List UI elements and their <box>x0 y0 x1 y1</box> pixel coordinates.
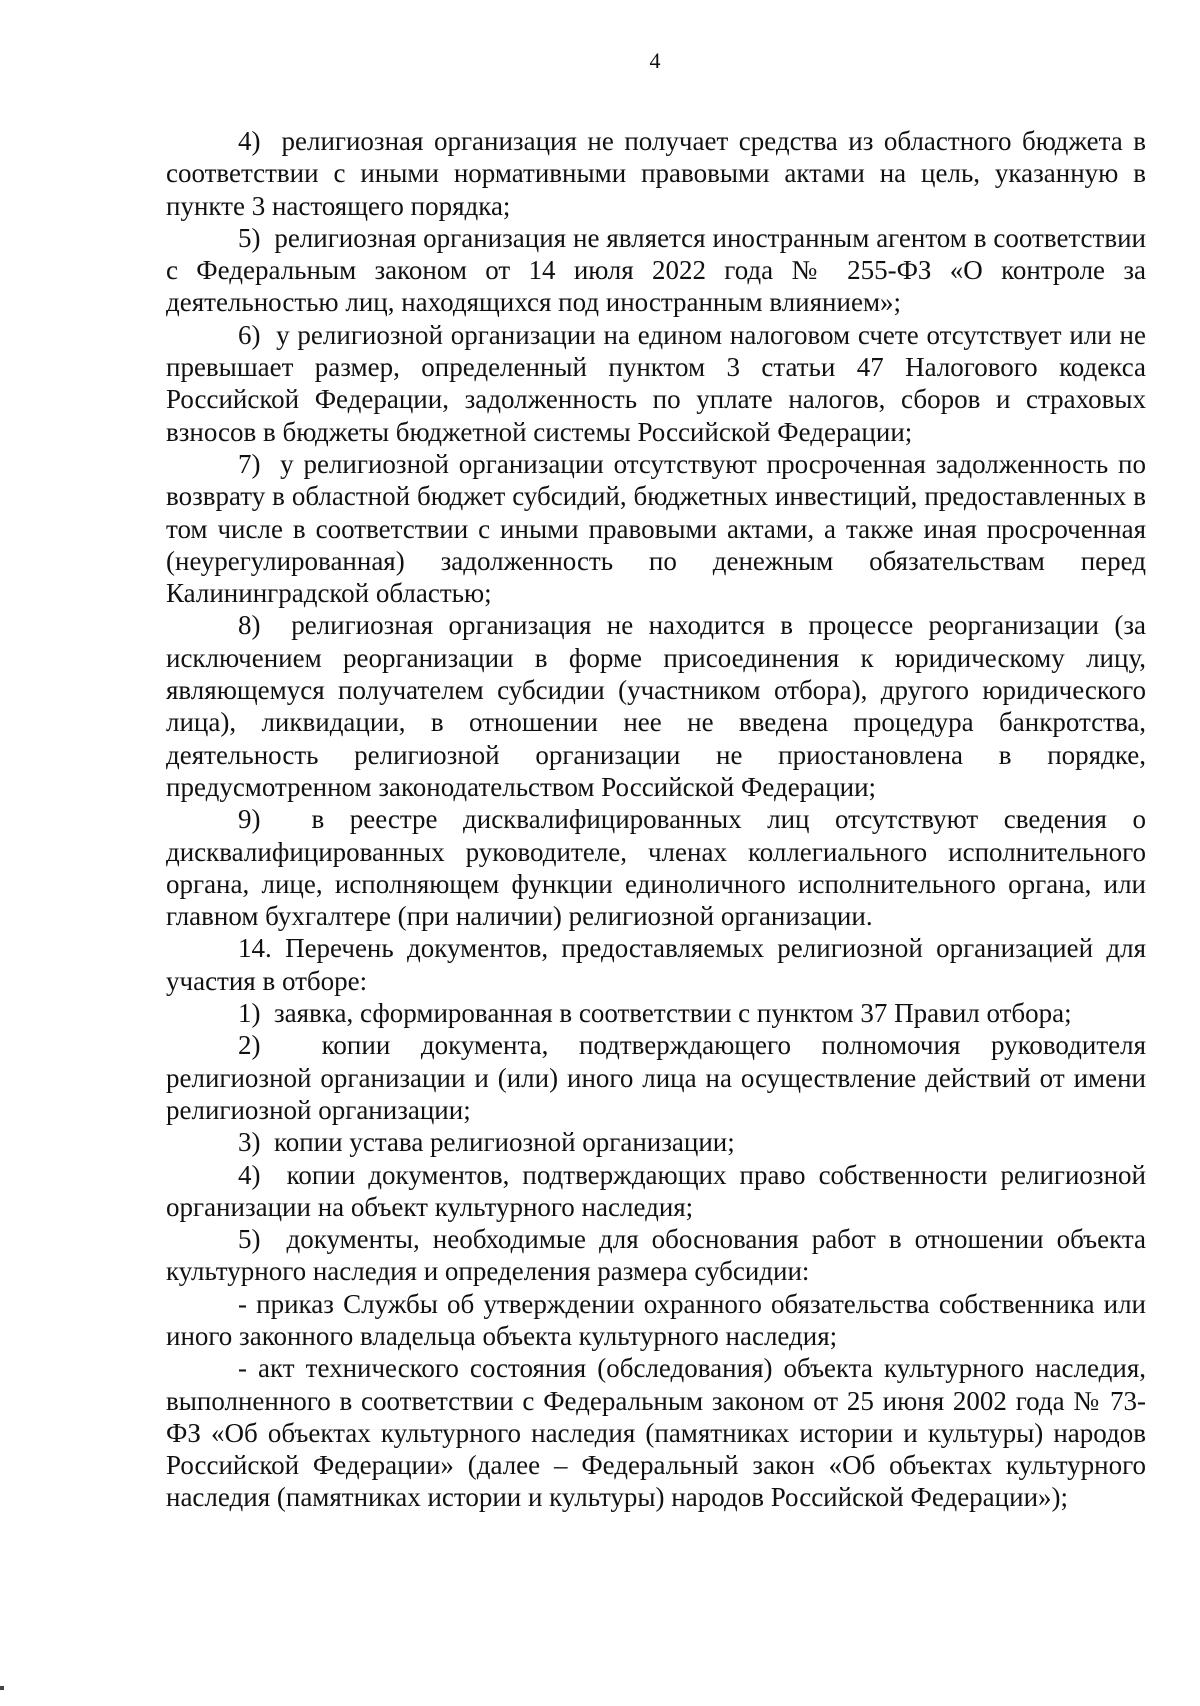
paragraph-item-5: 5) религиозная организация не является иностранным агентом в соответствии с Федеральным законом от 14 июля 2022 года № 255-ФЗ «О контроле за деятельностью лиц, находящихся под иностранным влиянием»; <box>166 222 1146 318</box>
scan-artifact-dot <box>0 1686 4 1690</box>
paragraph-item-4: 4) религиозная организация не получает средства из областного бюджета в соответствии с иными нормативными правовыми актами на цель, указанную в пункте 3 настоящего порядка; <box>166 126 1146 221</box>
paragraph-doc-5: 5) документы, необходимые для обоснования работ в отношении объекта культурного наследия и определения размера субсидии: <box>166 1224 1146 1287</box>
document-body <box>166 125 1146 1514</box>
paragraph-dash-act: - акт технического состояния (обследования) объекта культурного наследия, выполненного в соответствии с Федеральным законом от 25 июня 2002 года № 73-ФЗ «Об объектах культурного наследия (памятниках истории и культуры) народов Российской Федерации» (далее – Федеральный закон «Об объектах культурного наследия (памятниках истории и культуры) народов Российской Федерации»); <box>166 1353 1146 1513</box>
paragraph-item-7: 7) у религиозной организации отсутствуют просроченная задолженность по возврату в областной бюджет субсидий, бюджетных инвестиций, предоставленных в том числе в соответствии с иными правовыми актами, а также иная просроченная (неурегулированная) задолженность по денежным обязательствам перед Калининградской областью; <box>166 448 1146 609</box>
paragraph-item-8: 8) религиозная организация не находится в процессе реорганизации (за исключением реорганизации в форме присоединения к юридическому лицу, являющемуся получателем субсидии (участником отбора), другого юридического лица), ликвидации, в отношении нее не введена процедура банкротства, деятельность религиозной организации не приостановлена в порядке, предусмотренном законодательством Российской Федерации; <box>166 610 1146 802</box>
paragraph-doc-4: 4) копии документов, подтверждающих право собственности религиозной организации на объект культурного наследия; <box>166 1159 1146 1222</box>
paragraph-doc-2: 2) копии документа, подтверждающего полномочия руководителя религиозной организации и (или) иного лица на осуществление действий от имени религиозной организации; <box>166 1030 1146 1125</box>
paragraph-doc-1: 1) заявка, сформированная в соответствии с пунктом 37 Правил отбора; <box>238 998 1072 1029</box>
paragraph-doc-3: 3) копии устава религиозной организации; <box>238 1127 735 1158</box>
paragraph-item-6: 6) у религиозной организации на едином налоговом счете отсутствует или не превышает размер, определенный пунктом 3 статьи 47 Налогового кодекса Российской Федерации, задолженность по уплате налогов, сборов и страховых взносов в бюджеты бюджетной системы Российской Федерации; <box>166 319 1146 447</box>
paragraph-section-14: 14. Перечень документов, предоставляемых религиозной организацией для участия в отборе: <box>166 933 1146 996</box>
paragraph-item-9: 9) в реестре дисквалифицированных лиц отсутствуют сведения о дисквалифицированных руководителе, членах коллегиального исполнительного органа, лице, исполняющем функции единоличного исполнительного органа, или главном бухгалтере (при наличии) религиозной организации. <box>166 804 1146 932</box>
paragraph-dash-order: - приказ Службы об утверждении охранного обязательства собственника или иного законного владельца объекта культурного наследия; <box>166 1288 1146 1351</box>
page-number: 4 <box>649 48 661 73</box>
